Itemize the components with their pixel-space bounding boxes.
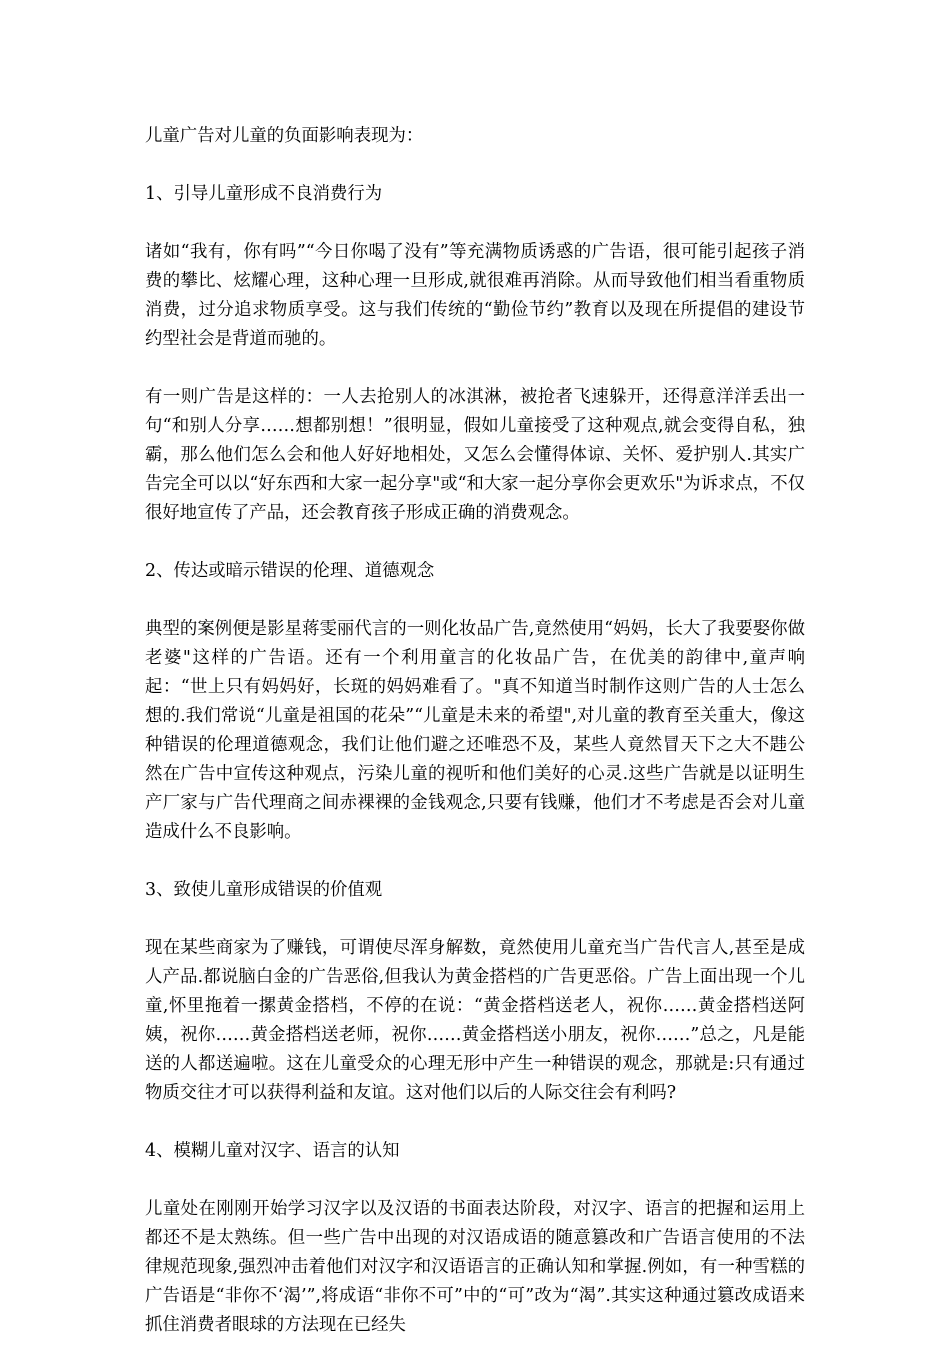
- intro-line: 儿童广告对儿童的负面影响表现为：: [145, 126, 424, 146]
- section-4-paragraph-1: 儿童处在刚刚开始学习汉字以及汉语的书面表达阶段，对汉字、语言的把握和运用上都还不是太熟练。但一些广告中出现的对汉语成语的随意篡改和广告语言使用的不法律规范现象,强烈冲击着他们对汉字和汉语语言的正确认知和掌握.例如，有一种雪糕的广告语是“非你不‘渴’”,将成语“非你不可”中的“可”改为“渴”.其实这种通过篡改成语来抓住消费者眼球的方法现在已经失: [145, 1199, 805, 1335]
- section-1-heading: 1、引导儿童形成不良消费行为: [145, 184, 383, 204]
- section-4-heading: 4、模糊儿童对汉字、语言的认知: [145, 1141, 400, 1161]
- section-2-heading: 2、传达或暗示错误的伦理、道德观念: [145, 561, 435, 581]
- document-page: [145, 122, 805, 1369]
- section-3-paragraph-1: 现在某些商家为了赚钱，可谓使尽浑身解数，竟然使用儿童充当广告代言人,甚至是成人产品.都说脑白金的广告恶俗,但我认为黄金搭档的广告更恶俗。广告上面出现一个儿童,怀里拖着一摞黄金搭档，不停的在说：“黄金搭档送老人，祝你……黄金搭档送阿姨，祝你……黄金搭档送老师，祝你……黄金搭档送小朋友，祝你……”总之，凡是能送的人都送遍啦。这在儿童受众的心理无形中产生一种错误的观念，那就是:只有通过物质交往才可以获得利益和友谊。这对他们以后的人际交往会有利吗?: [145, 938, 805, 1103]
- section-1-paragraph-2: 有一则广告是这样的：一人去抢别人的冰淇淋，被抢者飞速躲开，还得意洋洋丢出一句“和别人分享……想都别想！”很明显，假如儿童接受了这种观点,就会变得自私，独霸，那么他们怎么会和他人好好地相处，又怎么会懂得体谅、关怀、爱护别人.其实广告完全可以以“好东西和大家一起分享"或“和大家一起分享你会更欢乐"为诉求点，不仅很好地宣传了产品，还会教育孩子形成正确的消费观念。: [145, 387, 805, 523]
- section-3-heading: 3、致使儿童形成错误的价值观: [145, 880, 383, 900]
- section-2: [145, 557, 805, 847]
- section-3: [145, 876, 805, 1108]
- section-2-paragraph-1: 典型的案例便是影星蒋雯丽代言的一则化妆品广告,竟然使用“妈妈，长大了我要娶你做老婆"这样的广告语。还有一个利用童言的化妆品广告，在优美的韵律中,童声响起：“世上只有妈妈好，长斑的妈妈难看了。"真不知道当时制作这则广告的人士怎么想的.我们常说“儿童是祖国的花朵”“儿童是未来的希望",对儿童的教育至关重大，像这种错误的伦理道德观念，我们让他们避之还唯恐不及，某些人竟然冒天下之大不韪公然在广告中宣传这种观点，污染儿童的视听和他们美好的心灵.这些广告就是以证明生产厂家与广告代理商之间赤裸裸的金钱观念,只要有钱赚，他们才不考虑是否会对儿童造成什么不良影响。: [145, 619, 805, 842]
- section-1-paragraph-1: 诸如“我有，你有吗”“今日你喝了没有”等充满物质诱惑的广告语，很可能引起孩子消费的攀比、炫耀心理，这种心理一旦形成,就很难再消除。从而导致他们相当看重物质消费，过分追求物质享受。这与我们传统的“勤俭节约”教育以及现在所提倡的建设节约型社会是背道而驰的。: [145, 242, 805, 349]
- section-4: [145, 1137, 805, 1340]
- section-1: [145, 180, 805, 528]
